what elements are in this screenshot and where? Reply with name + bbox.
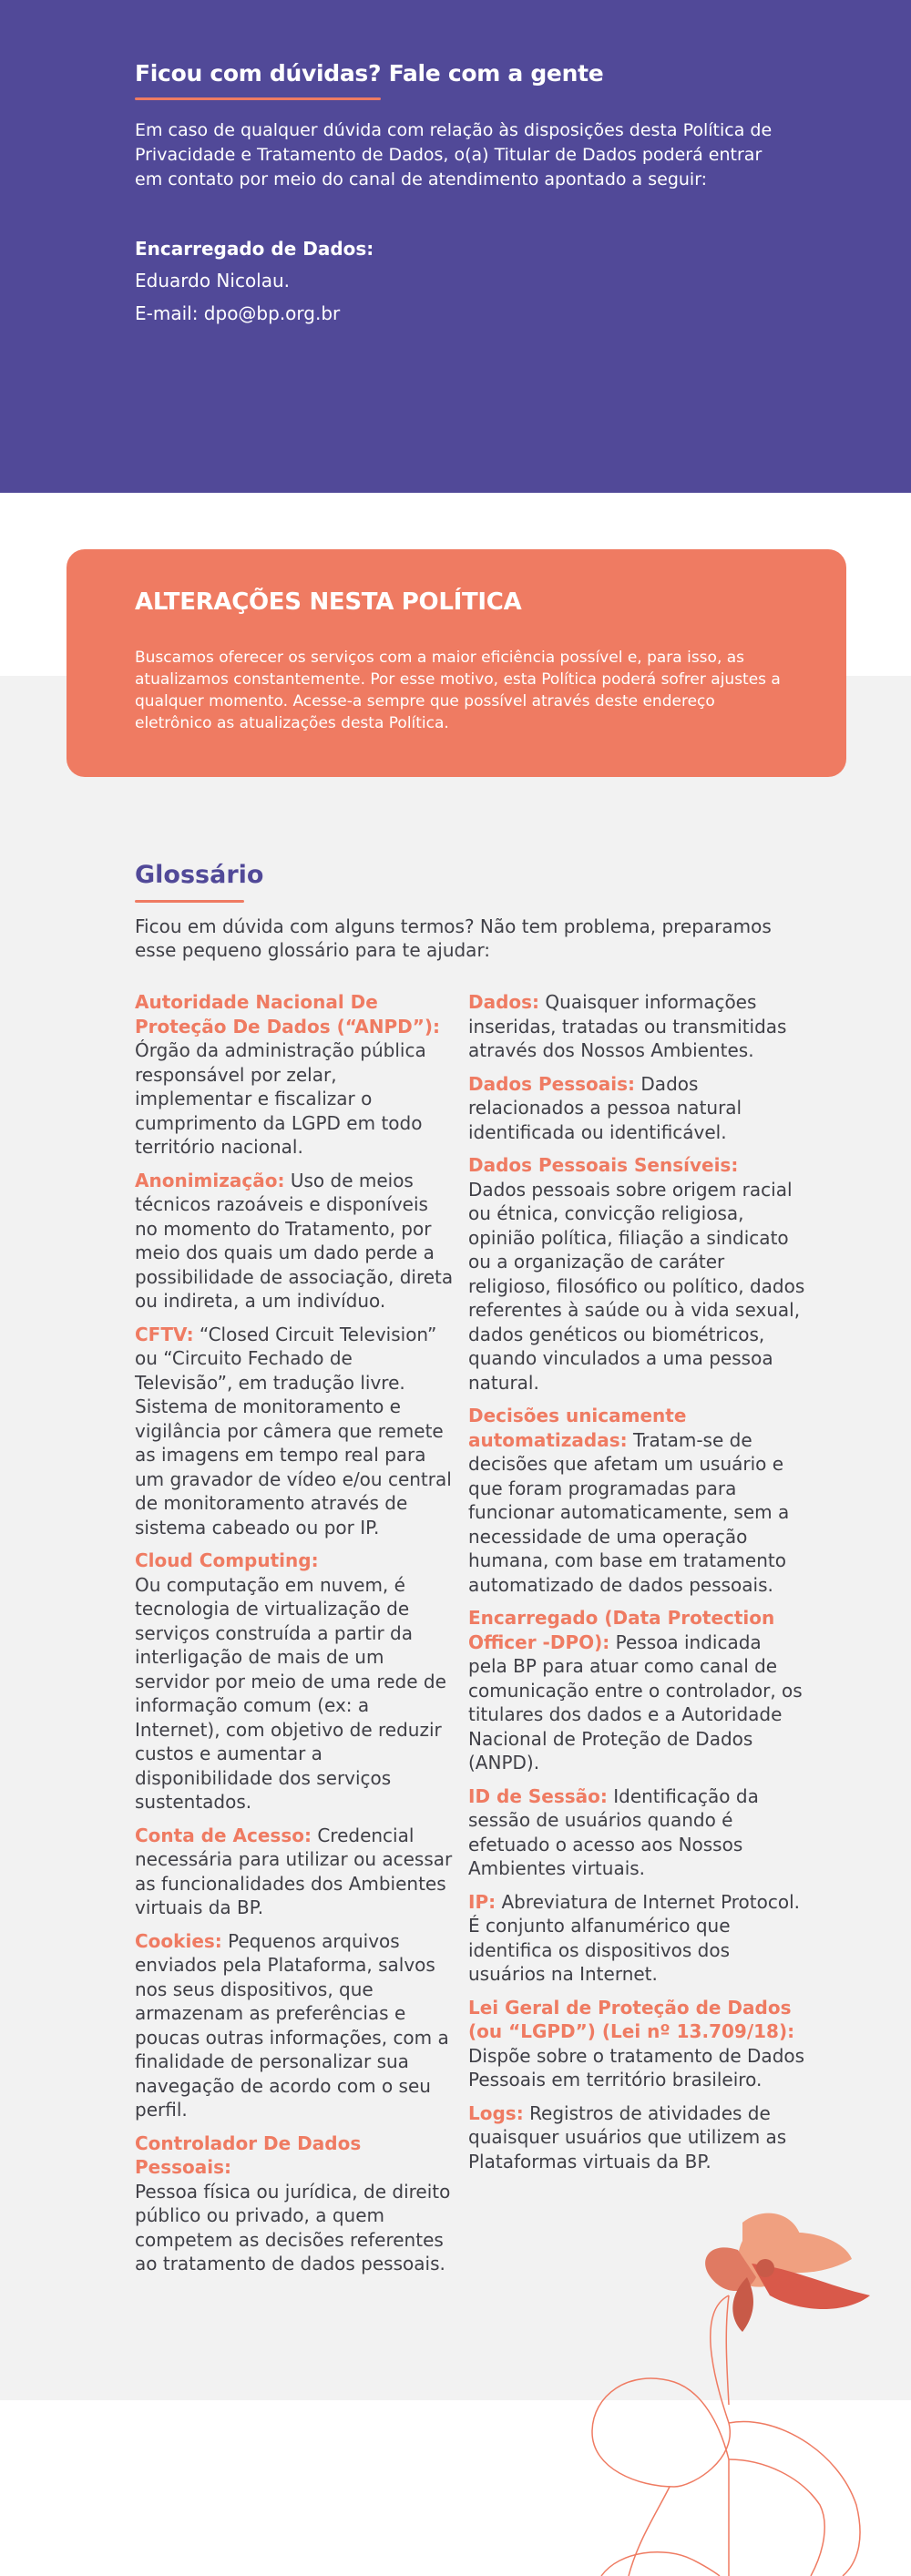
glossary-entry bbox=[135, 1929, 454, 2122]
glossary-entry bbox=[468, 1996, 805, 2092]
glossary-intro: Ficou em dúvida com alguns termos? Não tem problema, preparamos esse pequeno glossário para te ajudar: bbox=[135, 915, 772, 961]
glossary-definition: Uso de meios técnicos razoáveis e disponíveis no momento do Tratamento, por meio dos quais um dado perde a possibilidade de associação, direta ou indireta, a um indivíduo. bbox=[135, 1169, 454, 1312]
glossary-term: Logs: bbox=[468, 2101, 524, 2124]
glossary-term: Dados Pessoais Sensíveis: bbox=[468, 1154, 739, 1176]
contact-title: Ficou com dúvidas? Fale com a gente bbox=[135, 60, 604, 87]
officer-name: Eduardo Nicolau. bbox=[135, 270, 291, 291]
glossary-term: Anonimização: bbox=[135, 1169, 285, 1191]
glossary-entry bbox=[468, 1606, 805, 1775]
glossary-column-right bbox=[468, 990, 805, 2182]
glossary-term: Lei Geral de Proteção de Dados (ou “LGPD”) (Lei nº 13.709/18): bbox=[468, 1996, 795, 2042]
glossary-definition: Pessoa indicada pela BP para atuar como canal de comunicação entre o controlador, os titulares dos dados e a Autoridade Nacional de Proteção de Dados (ANPD). bbox=[468, 1630, 803, 1774]
glossary-entry bbox=[468, 1784, 805, 1881]
glossary-definition: Identificação da sessão de usuários quando é efetuado o acesso aos Nossos Ambientes virtuais. bbox=[468, 1784, 759, 1879]
glossary-term: Cloud Computing: bbox=[135, 1549, 319, 1571]
glossary-entry bbox=[135, 2131, 454, 2276]
glossary-definition: “Closed Circuit Television” ou “Circuito Fechado de Televisão”, em tradução livre. Sistema de monitoramento e vigilância por câmera que remete as imagens em tempo real para um gravador de vídeo e/ou central de monitoramento através de sistema cabeado ou por IP. bbox=[135, 1323, 452, 1538]
title-underline bbox=[135, 97, 381, 100]
glossary-entry bbox=[468, 1072, 805, 1145]
glossary-entry bbox=[135, 1169, 454, 1314]
glossary-definition: Registros de atividades de quaisquer usuários que utilizem as Plataformas virtuais da BP. bbox=[468, 2101, 787, 2172]
glossary-entry bbox=[135, 990, 454, 1160]
changes-title: ALTERAÇÕES NESTA POLÍTICA bbox=[135, 588, 522, 616]
officer-label: Encarregado de Dados: bbox=[135, 238, 374, 260]
glossary-term: Cookies: bbox=[135, 1929, 222, 1952]
officer-email: E-mail: dpo@bp.org.br bbox=[135, 302, 341, 324]
glossary-term: Conta de Acesso: bbox=[135, 1824, 312, 1846]
glossary-term: Encarregado (Data Protection Officer -DPO): bbox=[468, 1607, 775, 1653]
glossary-entry bbox=[468, 1890, 805, 1987]
glossary-entry bbox=[468, 2101, 805, 2174]
glossary-definition: Dados relacionados a pessoa natural identificada ou identificável. bbox=[468, 1072, 742, 1143]
glossary-term: IP: bbox=[468, 1890, 496, 1913]
glossary-definition: Credencial necessária para utilizar ou acessar as funcionalidades dos Ambientes virtuais da BP. bbox=[135, 1824, 453, 1918]
changes-card bbox=[67, 549, 846, 777]
glossary-definition: Ou computação em nuvem, é tecnologia de virtualização de serviços construída a partir da interligação de mais de um servidor por meio de uma rede de informação comum (ex: a Internet), com objetivo de reduzir custos e aumentar a disponibilidade dos serviços sustentados. bbox=[135, 1573, 446, 1813]
glossary-definition: Pequenos arquivos enviados pela Plataforma, salvos nos seus dispositivos, que armazenam as preferências e poucas outras informações, com a finalidade de personalizar sua navegação de acordo com o seu perfil. bbox=[135, 1929, 449, 2121]
contact-intro: Em caso de qualquer dúvida com relação às disposições desta Política de Privacidade e Tratamento de Dados, o(a) Titular de Dados poderá entrar em contato por meio do canal de atendimento apontado a seguir: bbox=[135, 120, 773, 189]
glossary-entry bbox=[468, 1153, 805, 1395]
glossary-term: CFTV: bbox=[135, 1323, 194, 1345]
changes-text: Buscamos oferecer os serviços com a maior eficiência possível e, para isso, as atualizamos constantemente. Por esse motivo, esta Política poderá sofrer ajustes a qualquer momento. Acesse-a sempre que possível através deste endereço eletrônico as atualizações desta Política. bbox=[135, 649, 781, 732]
glossary-entry bbox=[468, 1404, 805, 1597]
glossary-underline bbox=[135, 900, 244, 903]
glossary-entry bbox=[135, 1549, 454, 1814]
flower-decoration-icon bbox=[583, 2186, 911, 2576]
glossary-definition: Abreviatura de Internet Protocol. É conjunto alfanumérico que identifica os dispositivos dos usuários na Internet. bbox=[468, 1890, 801, 1985]
glossary-definition: Dispõe sobre o tratamento de Dados Pessoais em território brasileiro. bbox=[468, 2044, 805, 2090]
glossary-column-left bbox=[135, 990, 454, 2285]
glossary-term: Controlador De Dados Pessoais: bbox=[135, 2131, 362, 2178]
glossary-entry bbox=[135, 1323, 454, 1540]
glossary-definition: Órgão da administração pública responsável por zelar, implementar e fiscalizar o cumprimento da LGPD em todo território nacional. bbox=[135, 1039, 426, 1158]
glossary-term: Dados: bbox=[468, 991, 540, 1013]
glossary-definition: Dados pessoais sobre origem racial ou étnica, convicção religiosa, opinião política, filiação a sindicato ou a organização de caráter religioso, filosófico ou político, dados referentes à saúde ou à vida sexual, dados genéticos ou biométricos, quando vinculados a uma pessoa natural. bbox=[468, 1178, 805, 1394]
glossary-term: Decisões unicamente automatizadas: bbox=[468, 1405, 687, 1451]
glossary-term: Dados Pessoais: bbox=[468, 1072, 636, 1095]
glossary-definition: Pessoa física ou jurídica, de direito público ou privado, a quem competem as decisões referentes ao tratamento de dados pessoais. bbox=[135, 2180, 451, 2274]
glossary-entry bbox=[468, 990, 805, 1063]
glossary-definition: Quaisquer informações inseridas, tratadas ou transmitidas através dos Nossos Ambientes. bbox=[468, 991, 787, 1061]
glossary-entry bbox=[135, 1824, 454, 1920]
glossary-term: ID de Sessão: bbox=[468, 1784, 608, 1807]
contact-section bbox=[0, 0, 911, 493]
glossary-term: Autoridade Nacional De Proteção De Dados (“ANPD”): bbox=[135, 991, 441, 1038]
glossary-definition: Tratam-se de decisões que afetam um usuário e que foram programadas para funcionar automaticamente, sem a necessidade de uma operação humana, com base em tratamento automatizado de dados pessoais. bbox=[468, 1428, 790, 1596]
glossary-title: Glossário bbox=[135, 861, 264, 889]
